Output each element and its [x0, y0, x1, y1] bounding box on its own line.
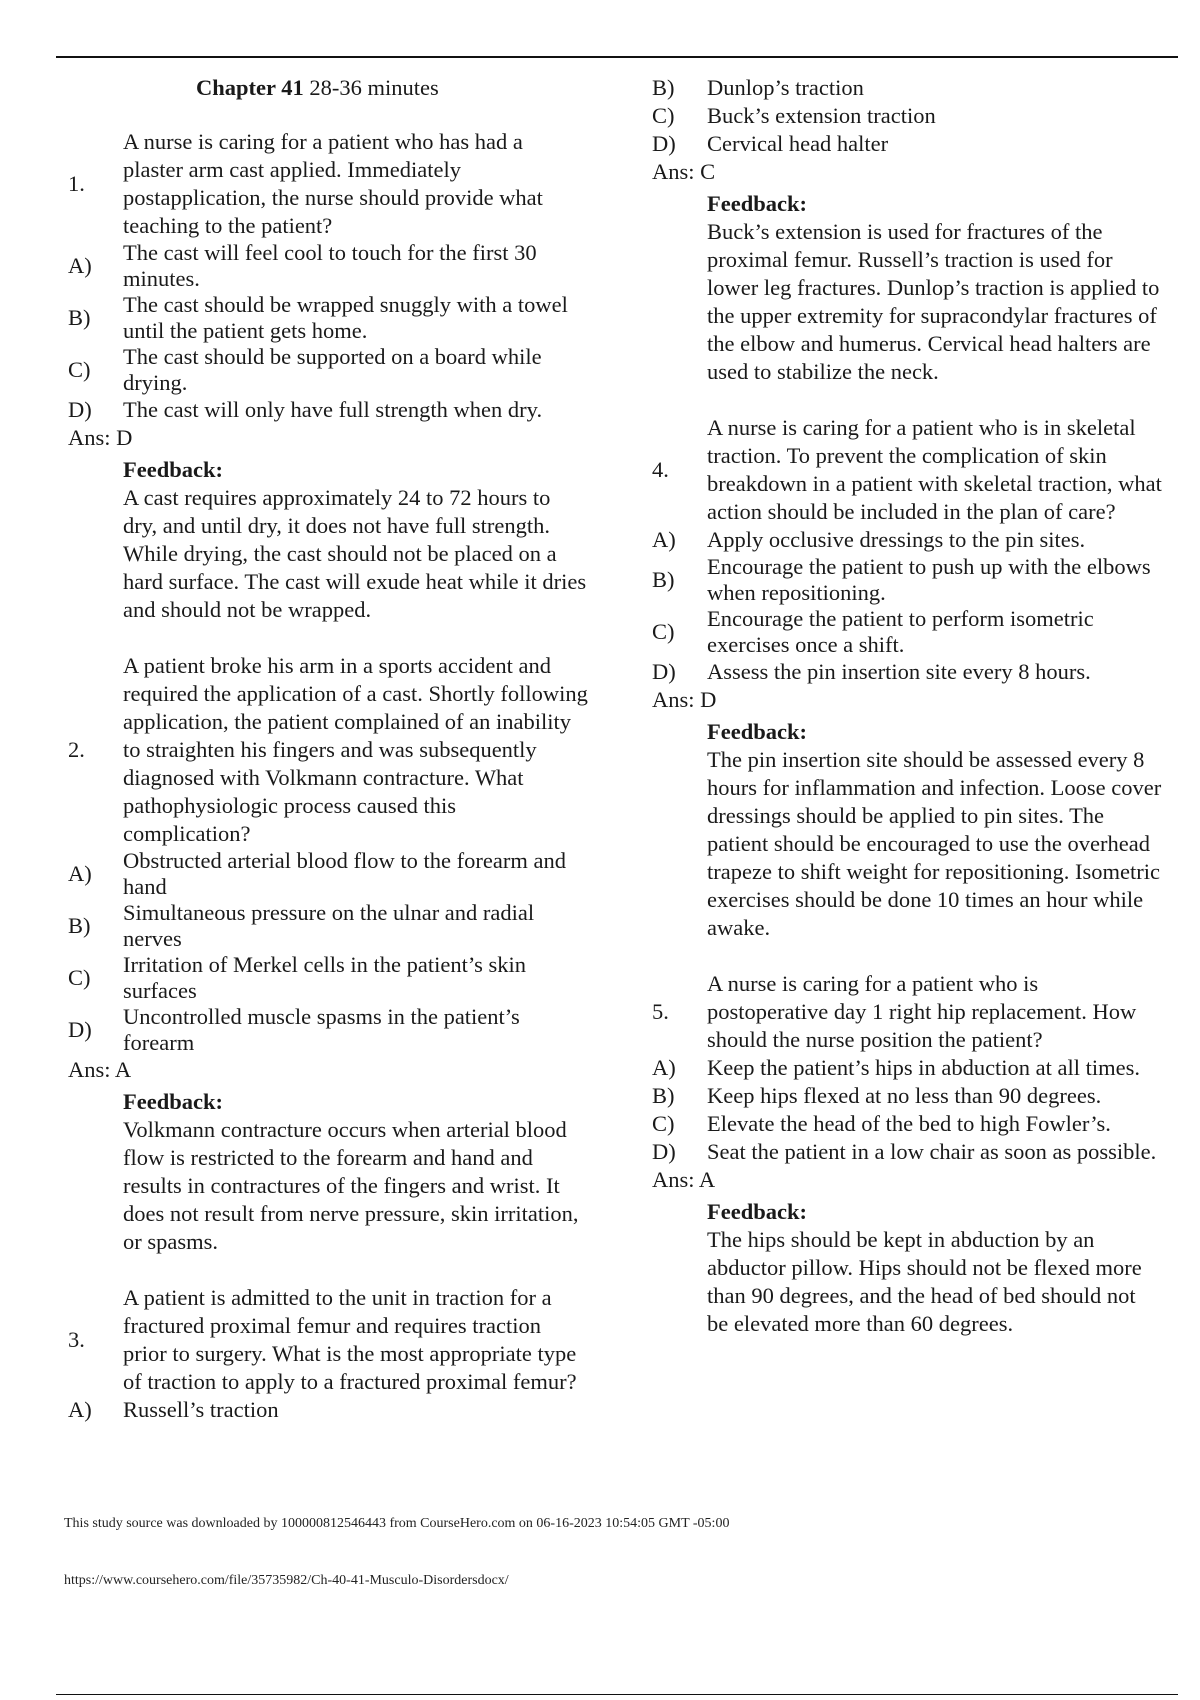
question-stem: A nurse is caring for a patient who has had a plaster arm cast applied. Immediately postapplication, the nurse should provide what teaching to the patient? [123, 129, 543, 238]
feedback-text: The hips should be kept in abduction by an abductor pillow. Hips should not be flexed more than 90 degrees, and the head of bed should not be elevated more than 60 degrees. [707, 1227, 1142, 1336]
question-3 [68, 1284, 588, 1396]
option-d: D) The cast will only have full strength when dry. [68, 397, 543, 422]
question-5 [652, 970, 1162, 1054]
option-a: A) The cast will feel cool to touch for the first 30 minutes. [68, 240, 537, 291]
option-d: D) Uncontrolled muscle spasms in the patient’s forearm [68, 1004, 520, 1055]
question-stem: A nurse is caring for a patient who is postoperative day 1 right hip replacement. How should the nurse position the patient? [707, 971, 1137, 1052]
option-c: C) Irritation of Merkel cells in the patient’s skin surfaces [68, 952, 527, 1003]
option-b: B) Simultaneous pressure on the ulnar and radial nerves [68, 900, 535, 951]
answer: Ans: A [68, 1057, 132, 1082]
bottom-rule [56, 1694, 1178, 1695]
option-a: A) Obstructed arterial blood flow to the forearm and hand [68, 848, 566, 899]
answer: Ans: A [652, 1167, 716, 1192]
answer: Ans: D [68, 425, 133, 450]
source-url[interactable]: https://www.coursehero.com/file/35735982/Ch-40-41-Musculo-Disordersdocx/ [64, 1573, 509, 1588]
feedback-label: Feedback: [123, 457, 223, 482]
option-b: B) Dunlop’s traction [652, 75, 864, 100]
option-d: D) Cervical head halter [652, 131, 889, 156]
question-number: 1. [68, 171, 85, 196]
question-stem: A patient broke his arm in a sports accident and required the application of a cast. Shortly following application, the patient complained of an inability to straighten his fingers and was subsequently diagnosed with Volkmann contracture. What pathophysiologic process caused this complication? [123, 653, 588, 846]
option-c: C) The cast should be supported on a board while drying. [68, 344, 542, 395]
option-b: B) Encourage the patient to push up with the elbows when repositioning. [652, 554, 1151, 605]
option-c: C) Elevate the head of the bed to high Fowler’s. [652, 1111, 1111, 1136]
right-column [652, 74, 1162, 1338]
option-c: C) Encourage the patient to perform isometric exercises once a shift. [652, 606, 1094, 657]
question-2 [68, 652, 588, 848]
option-d: D) Assess the pin insertion site every 8 hours. [652, 659, 1091, 684]
option-b: B) Keep hips flexed at no less than 90 degrees. [652, 1083, 1102, 1108]
left-column [68, 74, 588, 1424]
feedback-label: Feedback: [123, 1089, 223, 1114]
download-notice: This study source was downloaded by 100000812546443 from CourseHero.com on 06-16-2023 10:54:05 GMT -05:00 [64, 1516, 730, 1531]
feedback-text: The pin insertion site should be assessed every 8 hours for inflammation and infection. Loose cover dressings should be applied to pin sites. The patient should be encouraged to use the overhead trapeze to shift weight for repositioning. Isometric exercises should be done 10 times an hour while awake. [707, 747, 1162, 940]
feedback-text: Buck’s extension is used for fractures of the proximal femur. Russell’s traction is used for lower leg fractures. Dunlop’s traction is applied to the upper extremity for supracondylar fractures of the elbow and humerus. Cervical head halters are used to stabilize the neck. [707, 219, 1160, 384]
chapter-time: 28-36 minutes [309, 75, 439, 100]
question-number: 4. [652, 457, 669, 482]
question-4 [652, 414, 1162, 526]
chapter-label: Chapter 41 [196, 75, 304, 100]
option-b: B) The cast should be wrapped snuggly with a towel until the patient gets home. [68, 292, 568, 343]
question-stem: A nurse is caring for a patient who is in skeletal traction. To prevent the complication of skin breakdown in a patient with skeletal traction, what action should be included in the plan of care? [707, 415, 1162, 524]
chapter-title [68, 74, 588, 102]
question-1 [68, 128, 588, 240]
feedback-label: Feedback: [707, 191, 807, 216]
answer: Ans: C [652, 159, 716, 184]
option-c: C) Buck’s extension traction [652, 103, 936, 128]
question-number: 5. [652, 999, 669, 1024]
answer: Ans: D [652, 687, 717, 712]
feedback-text: A cast requires approximately 24 to 72 hours to dry, and until dry, it does not have full strength. While drying, the cast should not be placed on a hard surface. The cast will exude heat while it dries and should not be wrapped. [123, 485, 587, 622]
feedback-label: Feedback: [707, 719, 807, 744]
option-a: A) Russell’s traction [68, 1397, 279, 1422]
feedback-label: Feedback: [707, 1199, 807, 1224]
question-number: 2. [68, 737, 85, 762]
feedback-text: Volkmann contracture occurs when arterial blood flow is restricted to the forearm and hand and results in contractures of the fingers and wrist. It does not result from nerve pressure, skin irritation, or spasms. [123, 1117, 579, 1254]
question-stem: A patient is admitted to the unit in traction for a fractured proximal femur and requires traction prior to surgery. What is the most appropriate type of traction to apply to a fractured proximal femur? [123, 1285, 577, 1394]
question-number: 3. [68, 1327, 85, 1352]
option-a: A) Keep the patient’s hips in abduction at all times. [652, 1055, 1141, 1080]
option-d: D) Seat the patient in a low chair as soon as possible. [652, 1139, 1157, 1164]
option-a: A) Apply occlusive dressings to the pin sites. [652, 527, 1086, 552]
top-rule [56, 56, 1178, 58]
